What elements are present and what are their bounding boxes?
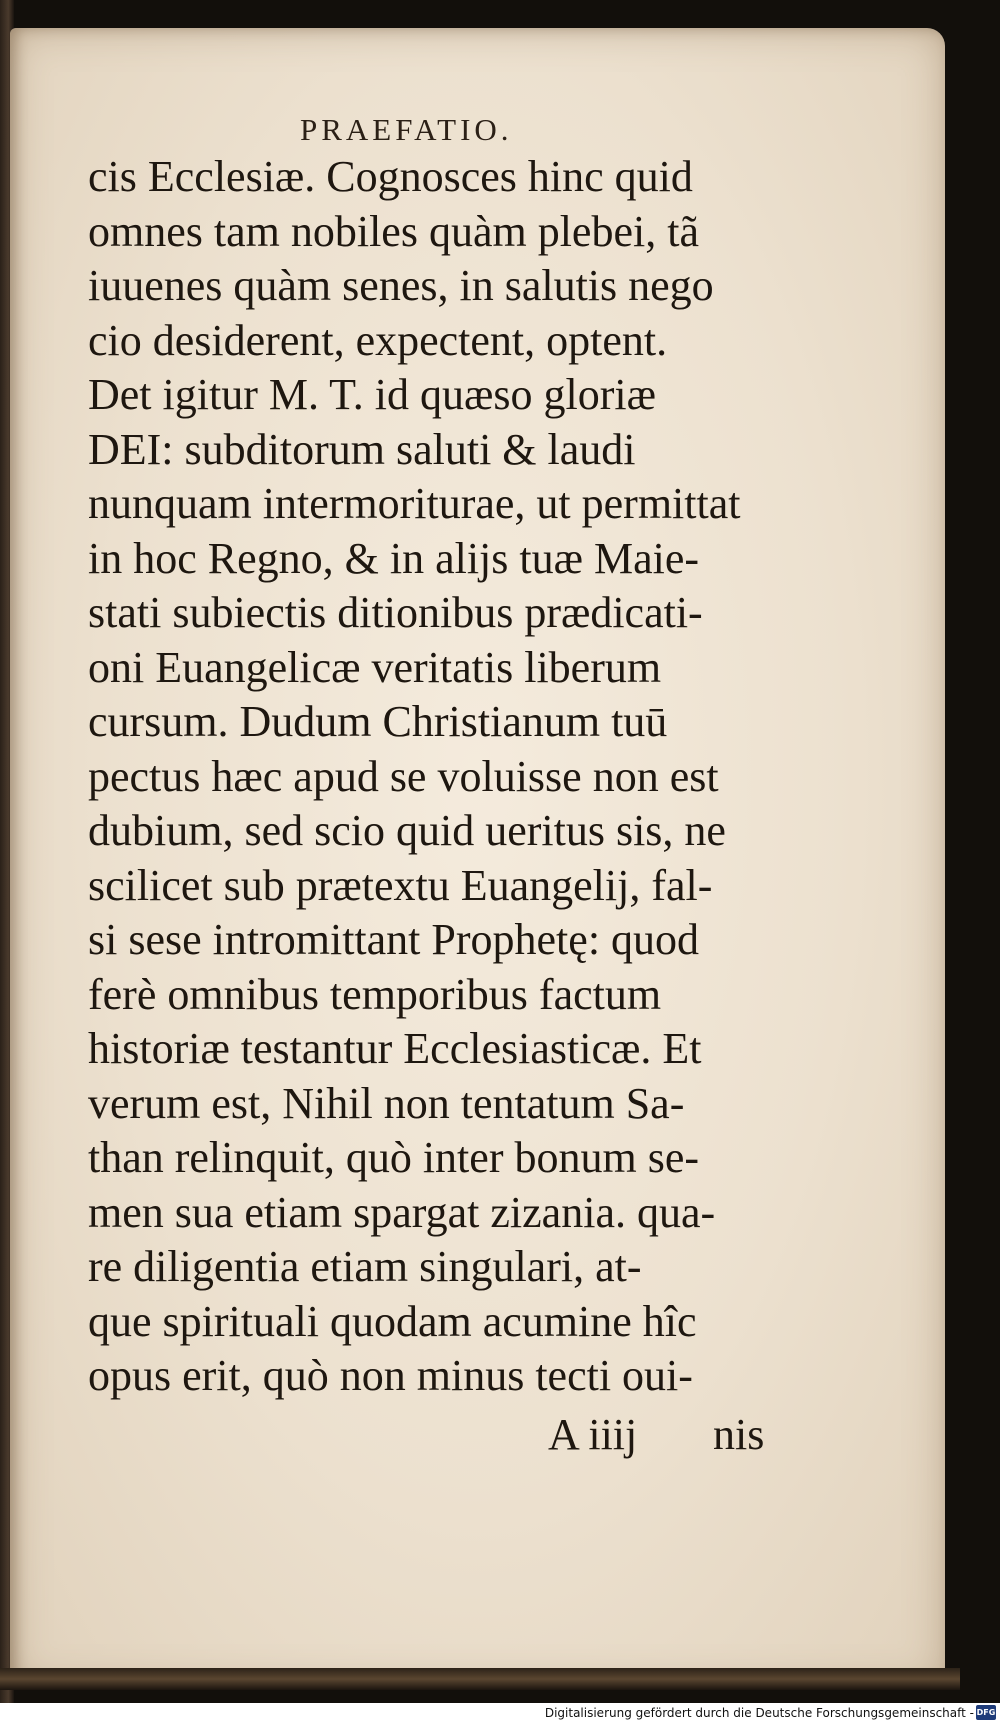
text-line: iuuenes quàm senes, in salutis nego	[88, 261, 714, 310]
body-text	[88, 150, 788, 1404]
page-bottom-edge	[0, 1668, 960, 1690]
signature-row	[88, 1408, 788, 1462]
text-line: ferè omnibus temporibus factum	[88, 969, 662, 1019]
text-line: nunquam intermoriturae, ut permittat	[88, 479, 741, 528]
text-line: Det igitur M. T. id quæso gloriæ	[88, 370, 656, 419]
text-line: cis Ecclesiæ. Cognosces hinc quid	[88, 152, 693, 201]
text-line: in hoc Regno, & in alijs tuæ Maie-	[88, 533, 700, 583]
text-line: si sese intromittant Prophetę: quod	[88, 915, 700, 964]
text-line: que spirituali quodam acumine hîc	[88, 1296, 697, 1346]
text-line: verum est, Nihil non tentatum Sa-	[88, 1078, 685, 1128]
text-line: re diligentia etiam singulari, at-	[88, 1242, 642, 1291]
text-line: cio desiderent, expectent, optent.	[88, 315, 668, 365]
text-line: than relinquit, quò inter bonum se-	[88, 1133, 699, 1182]
text-line: opus erit, quò non minus tecti oui-	[88, 1351, 693, 1400]
funding-credit: Digitalisierung gefördert durch die Deutsche Forschungsgemeinschaft -	[544, 1706, 974, 1720]
text-line: stati subiectis ditionibus prædicati-	[88, 588, 703, 637]
text-line: scilicet sub prætextu Euangelij, fal-	[88, 860, 713, 910]
text-line: dubium, sed scio quid ueritus sis, ne	[88, 806, 726, 855]
text-line: cursum. Dudum Christianum tuū	[88, 697, 668, 746]
text-line: omnes tam nobiles quàm plebei, tã	[88, 206, 699, 256]
running-header: PRAEFATIO.	[300, 112, 513, 147]
signature-mark: A iiij	[548, 1410, 638, 1459]
text-line: oni Euangelicæ veritatis liberum	[88, 642, 662, 692]
text-line: DEI: subditorum saluti & laudi	[88, 424, 636, 474]
text-line: men sua etiam spargat zizania. qua-	[88, 1187, 716, 1237]
dfg-logo-icon: DFG	[976, 1705, 996, 1720]
catchword: nis	[713, 1410, 765, 1459]
text-line: pectus hæc apud se voluisse non est	[88, 751, 719, 801]
text-line: historiæ testantur Ecclesiasticæ. Et	[88, 1024, 702, 1073]
